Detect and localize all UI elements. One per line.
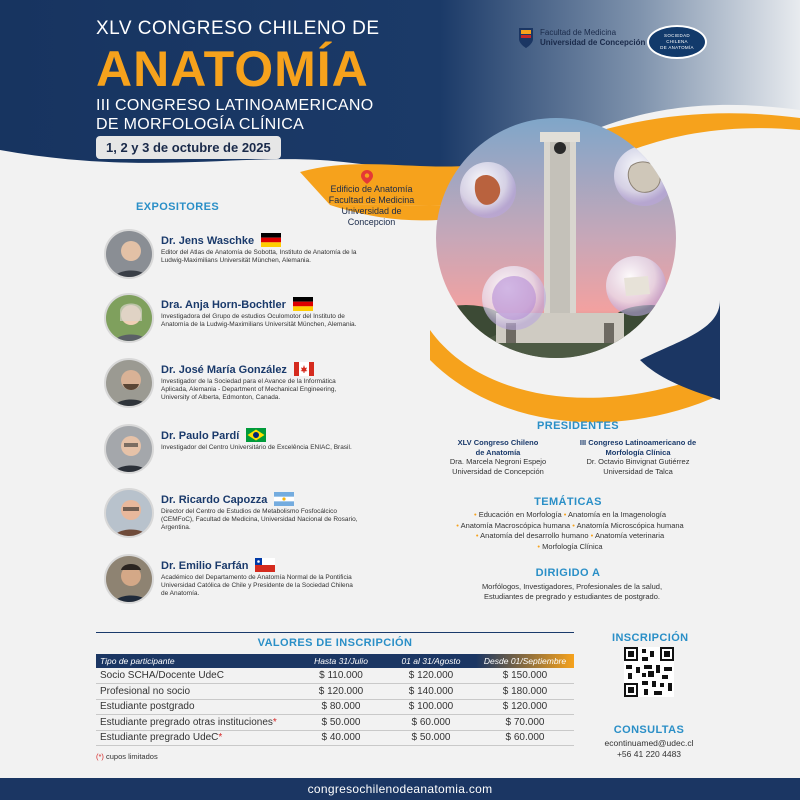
canada-flag-icon [294, 362, 314, 376]
speaker-name [161, 429, 266, 443]
president-left-name: Dra. Marcela Negroni Espejo [449, 457, 547, 466]
contact-email[interactable]: econtinuamed@udec.cl [604, 738, 694, 748]
topic-item: Morfología Clínica [542, 541, 603, 551]
fee-value: $ 60.000 [386, 715, 476, 731]
subtitle [96, 96, 373, 134]
speaker-name-text: Dr. Jens Waschke [161, 234, 255, 247]
fee-value: $ 140.000 [386, 684, 476, 700]
venue-line-1: Edificio de Anatomía [330, 184, 413, 194]
fee-type-text: Estudiante postgrado [100, 701, 195, 713]
fees-header-period-3: Desde 01/Septiembre [476, 654, 574, 668]
table-row [96, 684, 574, 700]
speaker-name-text: Dr. Emilio Farfán [161, 559, 249, 572]
speaker-name [161, 493, 294, 507]
table-row [96, 730, 574, 746]
event-dates: 1, 2 y 3 de octubre de 2025 [96, 136, 281, 159]
fee-value: $ 120.000 [386, 668, 476, 684]
speaker-name [161, 298, 313, 312]
fee-type [96, 668, 296, 684]
faculty-logo-text [540, 28, 645, 48]
registration-title: INSCRIPCIÓN [612, 632, 689, 644]
topic-item: Educación en Morfología [478, 510, 562, 519]
fee-type-text: Estudiante pregrado UdeC [100, 732, 219, 744]
fee-value: $ 120.000 [296, 684, 386, 700]
avatar [104, 424, 154, 474]
venue-address [314, 184, 429, 228]
president-right-heading-1: III Congreso Latinoamericano de [579, 438, 697, 447]
speaker-card [104, 554, 404, 608]
speaker-description: Director del Centro de Estudios de Metabolismo Fosfocálcico (CEMFoC), Facultad de Medicina, Universidad Nacional de Rosario, Argentina. [161, 508, 358, 531]
fees-title: VALORES DE INSCRIPCIÓN [257, 637, 413, 649]
fee-type-text: Profesional no socio [100, 685, 191, 697]
location-pin-icon [361, 170, 373, 184]
speaker-description: Investigador del Centro Universitário de Excelência ENIAC, Brasil. [161, 444, 352, 451]
speaker-description: Académico del Departamento de Anatomía Normal de la Pontificia Universidad Católica de Chile y Presidente de la Sociedad Chilena de Anatomía. [161, 574, 353, 597]
fee-value: $ 110.000 [296, 668, 386, 684]
fee-type [96, 715, 296, 731]
fee-value: $ 180.000 [476, 684, 574, 700]
chile-flag-icon [255, 558, 275, 572]
society-logo-line-1: SOCIEDAD [664, 33, 690, 38]
campanil-photo [436, 118, 676, 358]
fees-header-period-1: Hasta 31/Julio [296, 654, 386, 668]
fee-value: $ 50.000 [296, 715, 386, 731]
registration-fees [96, 632, 574, 761]
presidents-title: PRESIDENTES [536, 420, 620, 432]
title-line-1: XLV CONGRESO CHILENO DE [96, 18, 380, 39]
speaker-card [104, 488, 404, 542]
contact-title: CONSULTAS [613, 724, 685, 736]
table-row [96, 715, 574, 731]
exhibitors-title: EXPOSITORES [136, 201, 220, 213]
germany-flag-icon [261, 233, 281, 247]
speaker-name-text: Dr. Paulo Pardí [161, 429, 240, 442]
limited-seats-mark: * [272, 716, 277, 728]
university-name: Universidad de Concepción [540, 38, 646, 47]
limited-seats-mark: * [218, 732, 223, 744]
society-logo [647, 25, 707, 59]
speaker-name-text: Dr. José María González [161, 363, 287, 376]
topic-item: Anatomía Macroscópica humana [460, 520, 571, 530]
topic-item: Anatomía veterinaria [594, 531, 665, 540]
speaker-description: Investigador de la Sociedad para el Avance de la Informática Aplicada, Alemania - Department of Mechanical Engineering, University of Alberta, Edmonton, Canada. [161, 378, 337, 401]
subtitle-line-1: III CONGRESO LATINOAMERICANO [96, 97, 374, 114]
speaker-name-text: Dr. Ricardo Capozza [161, 493, 268, 506]
audience-text [440, 582, 704, 602]
qr-code-icon[interactable] [624, 647, 674, 697]
table-row [96, 668, 574, 684]
contact-phone[interactable]: +56 41 220 4483 [616, 749, 682, 759]
speaker-name [161, 559, 275, 573]
fee-value: $ 80.000 [296, 699, 386, 715]
argentina-flag-icon [274, 492, 294, 506]
fee-value: $ 70.000 [476, 715, 574, 731]
fees-header-period-2: 01 al 31/Agosto [386, 654, 476, 668]
avatar [104, 358, 154, 408]
avatar [104, 229, 154, 279]
venue-line-4: Concepcion [347, 217, 396, 227]
fees-note [96, 752, 574, 761]
fee-type-text: Estudiante pregrado otras instituciones [100, 716, 273, 728]
fee-value: $ 40.000 [296, 730, 386, 746]
faculty-name: Facultad de Medicina [540, 28, 617, 37]
audience-line-1: Morfólogos, Investigadores, Profesionales de la salud, [481, 582, 663, 591]
fees-divider [96, 632, 574, 633]
university-crest-icon [518, 27, 534, 49]
fee-value: $ 150.000 [476, 668, 574, 684]
fee-value: $ 100.000 [386, 699, 476, 715]
speaker-description: Editor del Atlas de Anatomía de Sobotta, Instituto de Anatomía de la Ludwig-Maximilians Universität München, Alemania. [161, 249, 357, 264]
president-right [568, 438, 708, 476]
fee-value: $ 50.000 [386, 730, 476, 746]
speaker-name-text: Dra. Anja Horn-Bochtler [161, 298, 286, 311]
speaker-description: Investigadora del Grupo de estudios Oculomotor del Instituto de Anatomía de la Ludwig-Maximilians Universität München, Alemania. [161, 313, 357, 328]
president-left-heading-2: de Anatomía [475, 447, 521, 457]
audience-line-2: Estudiantes de pregrado y estudiantes de postgrado. [484, 592, 660, 601]
topic-item: Anatomía del desarrollo humano [480, 531, 589, 540]
avatar [104, 554, 154, 604]
speaker-name [161, 363, 314, 377]
fees-header-type: Tipo de participante [96, 654, 296, 668]
fee-value: $ 60.000 [476, 730, 574, 746]
fees-table [96, 654, 574, 746]
venue-line-2: Facultad de Medicina [328, 195, 415, 205]
table-row [96, 699, 574, 715]
president-right-org: Universidad de Talca [603, 466, 673, 476]
president-left-heading-1: XLV Congreso Chileno [457, 438, 539, 447]
fee-type [96, 730, 296, 746]
speaker-card [104, 293, 404, 347]
society-logo-line-3: DE ANATOMÍA [660, 45, 694, 50]
president-left-org: Universidad de Concepción [452, 466, 544, 476]
fees-note-text: cupos limitados [103, 752, 158, 761]
fee-value: $ 120.000 [476, 699, 574, 715]
contact-info [596, 738, 702, 760]
campanil-illustration [436, 118, 676, 358]
venue-line-3: Universidad de [341, 206, 402, 216]
avatar [104, 293, 154, 343]
topic-item: Anatomía Microscópica humana [576, 520, 684, 530]
speaker-card [104, 424, 404, 478]
fee-type-text: Socio SCHA/Docente UdeC [100, 670, 224, 681]
fee-type [96, 699, 296, 715]
fees-note-mark: (*) [96, 752, 104, 761]
topics-list: • Educación en Morfología • Anatomía en la Imagenología • Anatomía Macroscópica humana • Anatomía Microscópica humana • Anatomía del desarrollo humano • Anatomía veterinaria • Morfología Clínica [456, 510, 684, 551]
speaker-name [161, 234, 281, 248]
audience-title: DIRIGIDO A [535, 567, 601, 579]
title-anatomia: ANATOMÍA [96, 41, 369, 97]
society-logo-line-2: CHILENA [666, 39, 688, 44]
fee-type [96, 684, 296, 700]
avatar [104, 488, 154, 538]
president-right-heading-2: Morfología Clínica [605, 447, 671, 457]
speaker-card [104, 229, 404, 283]
topics-title: TEMÁTICAS [534, 496, 602, 508]
germany-flag-icon [293, 297, 313, 311]
president-right-name: Dr. Octavio Binvignat Gutiérrez [586, 457, 690, 466]
subtitle-line-2: DE MORFOLOGÍA CLÍNICA [96, 116, 305, 133]
topic-item: Anatomía en la Imagenología [568, 510, 667, 519]
footer-website-link[interactable]: congresochilenodeanatomia.com [0, 778, 800, 800]
speaker-card [104, 358, 404, 412]
brazil-flag-icon [246, 428, 266, 442]
president-left [428, 438, 568, 476]
faculty-logo [518, 27, 645, 49]
